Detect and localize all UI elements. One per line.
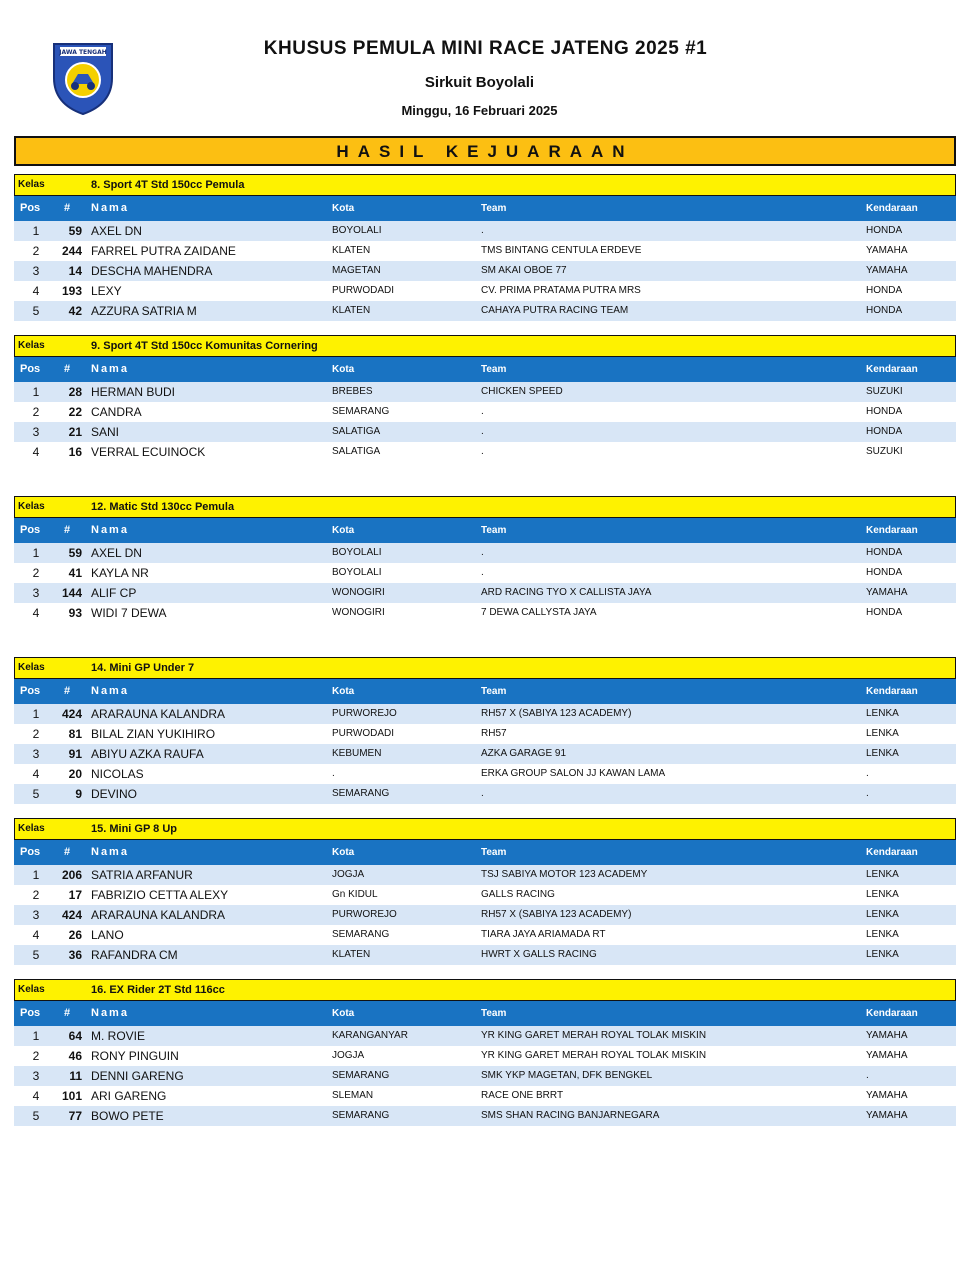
row-team: RH57 X (SABIYA 123 ACADEMY): [481, 909, 632, 920]
row-team: .: [481, 567, 484, 578]
row-number: 244: [61, 244, 82, 258]
row-team: CAHAYA PUTRA RACING TEAM: [481, 305, 629, 316]
row-vehicle: HONDA: [866, 406, 903, 417]
class-section: [14, 657, 956, 818]
row-pos: 2: [32, 888, 40, 902]
row-number: 17: [68, 888, 82, 902]
col-vehicle: Kendaraan: [866, 847, 918, 858]
row-team: .: [481, 426, 484, 437]
col-name: Nama: [91, 685, 129, 697]
row-vehicle: HONDA: [866, 285, 903, 296]
table-header: [14, 518, 956, 543]
row-vehicle: YAMAHA: [866, 1030, 908, 1041]
class-header: [14, 335, 956, 357]
row-pos: 1: [32, 385, 40, 399]
row-name: ABIYU AZKA RAUFA: [91, 747, 204, 761]
row-city: KARANGANYAR: [332, 1030, 408, 1041]
table-row: [14, 382, 956, 402]
row-name: SATRIA ARFANUR: [91, 868, 193, 882]
row-city: SEMARANG: [332, 929, 390, 940]
row-number: 22: [68, 405, 82, 419]
table-row: [14, 1066, 956, 1086]
col-city: Kota: [332, 1008, 355, 1019]
row-team: YR KING GARET MERAH ROYAL TOLAK MISKIN: [481, 1050, 707, 1061]
class-name: 14. Mini GP Under 7: [91, 662, 195, 674]
row-vehicle: LENKA: [866, 929, 899, 940]
col-pos: Pos: [20, 1007, 41, 1019]
row-team: ARD RACING TYO X CALLISTA JAYA: [481, 587, 652, 598]
row-pos: 5: [32, 787, 40, 801]
row-number: 424: [61, 908, 82, 922]
row-city: PURWOREJO: [332, 909, 397, 920]
class-section: [14, 335, 956, 496]
row-pos: 3: [32, 747, 40, 761]
row-name: LEXY: [91, 284, 122, 298]
row-city: BOYOLALI: [332, 225, 382, 236]
row-pos: 5: [32, 304, 40, 318]
row-pos: 2: [32, 727, 40, 741]
row-number: 36: [68, 948, 82, 962]
row-name: FABRIZIO CETTA ALEXY: [91, 888, 229, 902]
table-header: [14, 1001, 956, 1026]
col-name: Nama: [91, 1007, 129, 1019]
row-number: 81: [68, 727, 82, 741]
row-team: SMK YKP MAGETAN, DFK BENGKEL: [481, 1070, 653, 1081]
row-city: KEBUMEN: [332, 748, 382, 759]
results-banner: HASIL KEJUARAAN: [14, 136, 956, 166]
col-pos: Pos: [20, 846, 41, 858]
row-pos: 4: [32, 445, 40, 459]
row-city: SEMARANG: [332, 788, 390, 799]
row-name: VERRAL ECUINOCK: [91, 445, 206, 459]
row-city: SEMARANG: [332, 406, 390, 417]
row-city: JOGJA: [332, 1050, 365, 1061]
row-team: .: [481, 788, 484, 799]
row-pos: 1: [32, 707, 40, 721]
row-vehicle: SUZUKI: [866, 446, 903, 457]
row-team: RH57: [481, 728, 507, 739]
col-pos: Pos: [20, 363, 41, 375]
row-city: Gn KIDUL: [332, 889, 378, 900]
kelas-label: Kelas: [18, 662, 45, 673]
row-vehicle: YAMAHA: [866, 1050, 908, 1061]
col-pos: Pos: [20, 685, 41, 697]
class-name: 16. EX Rider 2T Std 116cc: [91, 984, 225, 996]
table-header: [14, 679, 956, 704]
kelas-label: Kelas: [18, 984, 45, 995]
row-name: M. ROVIE: [91, 1029, 146, 1043]
row-number: 101: [61, 1089, 82, 1103]
row-city: SEMARANG: [332, 1070, 390, 1081]
row-number: 144: [61, 586, 82, 600]
row-city: KLATEN: [332, 949, 371, 960]
col-team: Team: [481, 1008, 507, 1019]
class-section: [14, 818, 956, 979]
row-number: 14: [68, 264, 82, 278]
row-pos: 2: [32, 1049, 40, 1063]
row-vehicle: LENKA: [866, 949, 899, 960]
row-vehicle: HONDA: [866, 567, 903, 578]
row-city: .: [332, 768, 335, 779]
table-row: [14, 764, 956, 784]
row-team: SM AKAI OBOE 77: [481, 265, 567, 276]
row-pos: 5: [32, 948, 40, 962]
row-name: BILAL ZIAN YUKIHIRO: [91, 727, 216, 741]
row-city: PURWODADI: [332, 728, 395, 739]
row-team: SMS SHAN RACING BANJARNEGARA: [481, 1110, 660, 1121]
table-row: [14, 744, 956, 764]
row-pos: 2: [32, 405, 40, 419]
row-pos: 4: [32, 606, 40, 620]
row-city: SLEMAN: [332, 1090, 374, 1101]
row-name: ARARAUNA KALANDRA: [91, 908, 226, 922]
row-name: KAYLA NR: [91, 566, 149, 580]
row-pos: 4: [32, 928, 40, 942]
table-row: [14, 1086, 956, 1106]
row-city: PURWOREJO: [332, 708, 397, 719]
row-vehicle: LENKA: [866, 728, 899, 739]
row-vehicle: YAMAHA: [866, 587, 908, 598]
row-number: 93: [68, 606, 82, 620]
row-city: JOGJA: [332, 869, 365, 880]
col-number: #: [64, 202, 71, 214]
table-header: [14, 196, 956, 221]
row-team: GALLS RACING: [481, 889, 555, 900]
row-vehicle: LENKA: [866, 909, 899, 920]
row-pos: 4: [32, 767, 40, 781]
circuit-name: Sirkuit Boyolali: [424, 74, 535, 91]
row-name: WIDI 7 DEWA: [91, 606, 167, 620]
row-number: 46: [68, 1049, 82, 1063]
row-city: MAGETAN: [332, 265, 381, 276]
row-vehicle: .: [866, 788, 869, 799]
results-sections: [14, 174, 956, 1140]
row-pos: 4: [32, 1089, 40, 1103]
row-city: PURWODADI: [332, 285, 395, 296]
row-vehicle: .: [866, 768, 869, 779]
row-vehicle: LENKA: [866, 708, 899, 719]
row-city: SALATIGA: [332, 446, 381, 457]
row-pos: 3: [32, 264, 40, 278]
col-team: Team: [481, 525, 507, 536]
table-row: [14, 704, 956, 724]
col-pos: Pos: [20, 524, 41, 536]
row-name: ALIF CP: [91, 586, 137, 600]
row-name: AZZURA SATRIA M: [91, 304, 197, 318]
row-city: WONOGIRI: [332, 587, 385, 598]
col-vehicle: Kendaraan: [866, 364, 918, 375]
row-number: 59: [68, 224, 82, 238]
table-row: [14, 865, 956, 885]
row-vehicle: YAMAHA: [866, 1090, 908, 1101]
row-name: SANI: [91, 425, 120, 439]
row-pos: 3: [32, 908, 40, 922]
row-city: SEMARANG: [332, 1110, 390, 1121]
row-team: .: [481, 446, 484, 457]
row-number: 206: [61, 868, 82, 882]
table-row: [14, 1046, 956, 1066]
class-header: [14, 657, 956, 679]
row-team: CV. PRIMA PRATAMA PUTRA MRS: [481, 285, 641, 296]
table-row: [14, 301, 956, 321]
row-name: ARARAUNA KALANDRA: [91, 707, 226, 721]
kelas-label: Kelas: [18, 823, 45, 834]
row-city: BOYOLALI: [332, 567, 382, 578]
row-team: .: [481, 406, 484, 417]
col-vehicle: Kendaraan: [866, 203, 918, 214]
row-vehicle: SUZUKI: [866, 386, 903, 397]
row-vehicle: YAMAHA: [866, 245, 908, 256]
col-city: Kota: [332, 847, 355, 858]
row-number: 41: [68, 566, 82, 580]
row-pos: 2: [32, 244, 40, 258]
col-number: #: [64, 1007, 71, 1019]
col-name: Nama: [91, 363, 129, 375]
table-row: [14, 885, 956, 905]
event-title: KHUSUS PEMULA MINI RACE JATENG 2025 #1: [263, 38, 708, 59]
col-vehicle: Kendaraan: [866, 1008, 918, 1019]
row-team: .: [481, 547, 484, 558]
row-number: 21: [68, 425, 82, 439]
col-city: Kota: [332, 525, 355, 536]
table-row: [14, 442, 956, 462]
col-pos: Pos: [20, 202, 41, 214]
kelas-label: Kelas: [18, 340, 45, 351]
row-number: 20: [68, 767, 82, 781]
col-name: Nama: [91, 846, 129, 858]
row-vehicle: HONDA: [866, 225, 903, 236]
table-row: [14, 784, 956, 804]
row-team: CHICKEN SPEED: [481, 386, 563, 397]
col-team: Team: [481, 364, 507, 375]
table-row: [14, 603, 956, 623]
table-header: [14, 357, 956, 382]
svg-text:JAWA TENGAH: JAWA TENGAH: [59, 49, 107, 56]
row-number: 16: [68, 445, 82, 459]
row-vehicle: LENKA: [866, 889, 899, 900]
class-name: 9. Sport 4T Std 150cc Komunitas Cornering: [91, 340, 318, 352]
table-row: [14, 1026, 956, 1046]
row-name: LANO: [91, 928, 124, 942]
col-city: Kota: [332, 203, 355, 214]
col-city: Kota: [332, 364, 355, 375]
row-name: FARREL PUTRA ZAIDANE: [91, 244, 236, 258]
table-header: [14, 840, 956, 865]
row-name: DENNI GARENG: [91, 1069, 184, 1083]
row-vehicle: HONDA: [866, 426, 903, 437]
table-row: [14, 402, 956, 422]
class-header: [14, 818, 956, 840]
row-pos: 1: [32, 1029, 40, 1043]
col-number: #: [64, 846, 71, 858]
row-pos: 1: [32, 546, 40, 560]
kelas-label: Kelas: [18, 179, 45, 190]
class-section: [14, 496, 956, 657]
row-name: HERMAN BUDI: [91, 385, 176, 399]
row-vehicle: HONDA: [866, 547, 903, 558]
row-team: AZKA GARAGE 91: [481, 748, 567, 759]
row-team: HWRT X GALLS RACING: [481, 949, 597, 960]
table-row: [14, 241, 956, 261]
row-number: 9: [75, 787, 82, 801]
row-pos: 3: [32, 1069, 40, 1083]
col-number: #: [64, 685, 71, 697]
table-row: [14, 422, 956, 442]
row-name: DESCHA MAHENDRA: [91, 264, 213, 278]
row-city: BREBES: [332, 386, 373, 397]
row-vehicle: .: [866, 1070, 869, 1081]
table-row: [14, 1106, 956, 1126]
row-name: NICOLAS: [91, 767, 144, 781]
row-name: BOWO PETE: [91, 1109, 164, 1123]
col-name: Nama: [91, 524, 129, 536]
row-name: RONY PINGUIN: [91, 1049, 179, 1063]
row-name: AXEL DN: [91, 546, 142, 560]
row-team: RACE ONE BRRT: [481, 1090, 564, 1101]
row-team: TIARA JAYA ARIAMADA RT: [481, 929, 606, 940]
col-team: Team: [481, 686, 507, 697]
row-pos: 2: [32, 566, 40, 580]
row-city: SALATIGA: [332, 426, 381, 437]
row-pos: 5: [32, 1109, 40, 1123]
row-team: YR KING GARET MERAH ROYAL TOLAK MISKIN: [481, 1030, 707, 1041]
row-pos: 1: [32, 224, 40, 238]
col-number: #: [64, 363, 71, 375]
row-number: 59: [68, 546, 82, 560]
row-vehicle: HONDA: [866, 305, 903, 316]
row-number: 42: [68, 304, 82, 318]
col-name: Nama: [91, 202, 129, 214]
table-row: [14, 261, 956, 281]
class-section: [14, 979, 956, 1140]
class-header: [14, 174, 956, 196]
class-name: 12. Matic Std 130cc Pemula: [91, 501, 235, 513]
row-vehicle: LENKA: [866, 748, 899, 759]
row-number: 11: [69, 1069, 82, 1083]
kelas-label: Kelas: [18, 501, 45, 512]
col-vehicle: Kendaraan: [866, 525, 918, 536]
row-number: 28: [68, 385, 82, 399]
row-city: KLATEN: [332, 245, 371, 256]
event-date: Minggu, 16 Februari 2025: [401, 103, 558, 118]
row-team: .: [481, 225, 484, 236]
table-row: [14, 543, 956, 563]
table-row: [14, 583, 956, 603]
table-row: [14, 724, 956, 744]
class-header: [14, 979, 956, 1001]
col-team: Team: [481, 847, 507, 858]
row-number: 91: [68, 747, 82, 761]
row-vehicle: YAMAHA: [866, 265, 908, 276]
col-number: #: [64, 524, 71, 536]
row-team: TSJ SABIYA MOTOR 123 ACADEMY: [481, 869, 648, 880]
row-team: RH57 X (SABIYA 123 ACADEMY): [481, 708, 632, 719]
row-team: TMS BINTANG CENTULA ERDEVE: [481, 245, 642, 256]
row-number: 424: [61, 707, 82, 721]
class-section: [14, 174, 956, 335]
row-pos: 4: [32, 284, 40, 298]
class-header: [14, 496, 956, 518]
col-team: Team: [481, 203, 507, 214]
table-row: [14, 221, 956, 241]
row-number: 77: [68, 1109, 82, 1123]
row-city: WONOGIRI: [332, 607, 385, 618]
row-name: ARI GARENG: [91, 1089, 167, 1103]
row-name: CANDRA: [91, 405, 142, 419]
col-city: Kota: [332, 686, 355, 697]
row-pos: 3: [32, 425, 40, 439]
table-row: [14, 905, 956, 925]
table-row: [14, 563, 956, 583]
table-row: [14, 945, 956, 965]
table-row: [14, 281, 956, 301]
row-number: 64: [68, 1029, 82, 1043]
row-name: DEVINO: [91, 787, 138, 801]
row-pos: 3: [32, 586, 40, 600]
row-name: RAFANDRA CM: [91, 948, 178, 962]
class-name: 8. Sport 4T Std 150cc Pemula: [91, 179, 245, 191]
row-team: 7 DEWA CALLYSTA JAYA: [481, 607, 597, 618]
row-vehicle: YAMAHA: [866, 1110, 908, 1121]
table-row: [14, 925, 956, 945]
class-name: 15. Mini GP 8 Up: [91, 823, 177, 835]
row-team: ERKA GROUP SALON JJ KAWAN LAMA: [481, 768, 666, 779]
row-number: 26: [68, 928, 82, 942]
row-vehicle: LENKA: [866, 869, 899, 880]
col-vehicle: Kendaraan: [866, 686, 918, 697]
row-city: BOYOLALI: [332, 547, 382, 558]
row-vehicle: HONDA: [866, 607, 903, 618]
row-city: KLATEN: [332, 305, 371, 316]
row-number: 193: [61, 284, 82, 298]
row-name: AXEL DN: [91, 224, 142, 238]
row-pos: 1: [32, 868, 40, 882]
